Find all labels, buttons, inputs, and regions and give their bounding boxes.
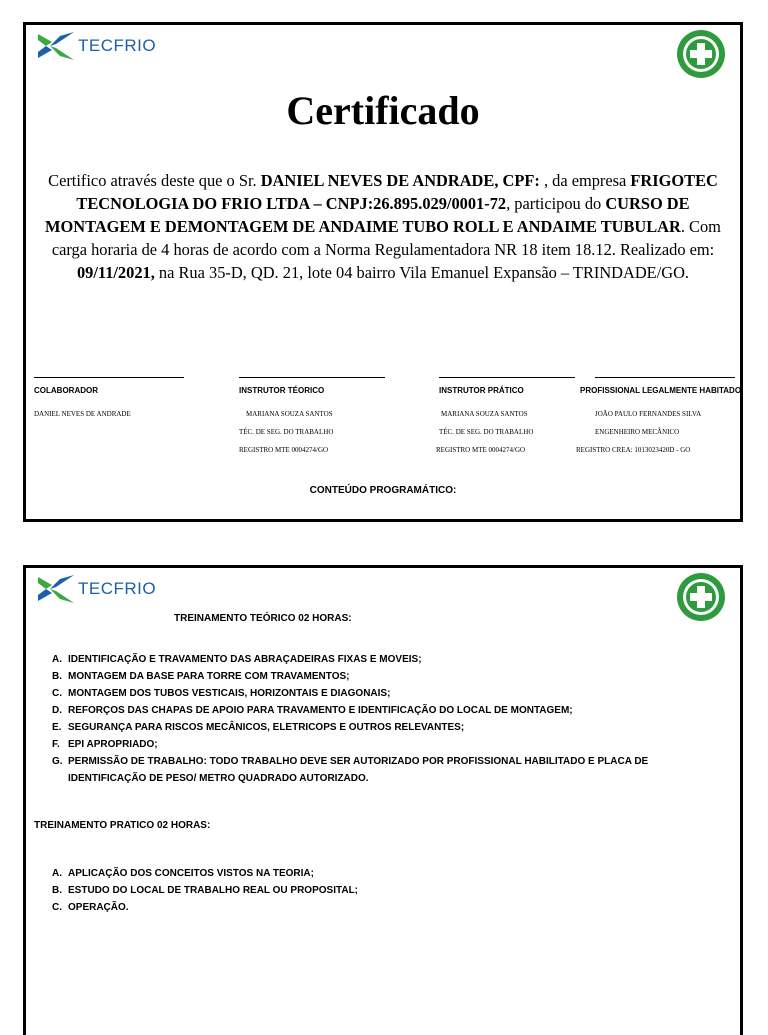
signature-profissional: PROFISSIONAL LEGALMENTE HABITADO JOÃO PAULO FERNANDES SILVA ENGENHEIRO MECÂNICO REGISTRO CREA: 1013023420D - GO <box>595 377 735 459</box>
list-item: E. SEGURANÇA PARA RISCOS MECÂNICOS, ELETRICOPS E OUTROS RELEVANTES; <box>52 722 465 733</box>
list-item: D. REFORÇOS DAS CHAPAS DE APOIO PARA TRAVAMENTO E IDENTIFICAÇÃO DO LOCAL DE MONTAGEM; <box>52 705 573 716</box>
certificate-title: Certificado <box>286 88 480 133</box>
list-item: A. APLICAÇÃO DOS CONCEITOS VISTOS NA TEORIA; <box>52 868 314 879</box>
signature-line <box>439 377 575 378</box>
signature-block <box>34 377 742 467</box>
company-name: FRIGOTEC TECNOLOGIA DO FRIO LTDA – CNPJ:26.895.029/0001-72 <box>76 171 718 213</box>
signature-colaborador: COLABORADOR DANIEL NEVES DE ANDRADE <box>34 377 184 423</box>
signature-line <box>239 377 385 378</box>
list-item: G. PERMISSÃO DE TRABALHO: TODO TRABALHO DEVE SER AUTORIZADO POR PROFISSIONAL HABILITADO E PLACA DE IDENTIFICAÇÃO DE PESO/ METRO QUADRADO AUTORIZADO. <box>52 756 649 784</box>
theory-list <box>36 651 716 787</box>
list-item: C. MONTAGEM DOS TUBOS VESTICAIS, HORIZONTAIS E DIAGONAIS; <box>52 688 391 699</box>
signature-line <box>34 377 184 378</box>
tecfrio-logo <box>36 30 156 62</box>
course-name: CURSO DE MONTAGEM E DEMONTAGEM DE ANDAIME TUBO ROLL E ANDAIME TUBULAR <box>45 194 690 236</box>
program-page <box>23 565 743 1035</box>
safety-cross-seal-icon <box>676 572 726 622</box>
list-item: B. MONTAGEM DA BASE PARA TORRE COM TRAVAMENTOS; <box>52 671 350 682</box>
signature-line <box>595 377 735 378</box>
theory-heading: TREINAMENTO TEÓRICO 02 HORAS: <box>174 613 352 624</box>
brand-name: TECFRIO <box>78 579 157 598</box>
course-date: 09/11/2021, <box>76 263 155 282</box>
list-item: C. OPERAÇÃO. <box>52 902 129 913</box>
list-item: B. ESTUDO DO LOCAL DE TRABALHO REAL OU PROPOSITAL; <box>52 885 359 896</box>
practice-list <box>36 865 716 916</box>
certificate-statement: Certifico através deste que o Sr. DANIEL NEVES DE ANDRADE, CPF: , da empresa FRIGOTEC TECNOLOGIA DO FRIO LTDA – CNPJ:26.895.029/0001-72, participou do CURSO DE MONTAGEM E DEMONTAGEM DE ANDAIME TUBO ROLL E ANDAIME TUBULAR. Com carga horaria de 4 horas de acordo com a Norma Regulamentadora NR 18 item 18.12. Realizado em: 09/11/2021, na Rua 35-D, QD. 21, lote 04 bairro Vila Emanuel Expansão – TRINDADE/GO. <box>45 171 721 282</box>
signature-instrutor-pratico: INSTRUTOR PRÁTICO MARIANA SOUZA SANTOS TÉC. DE SEG. DO TRABALHO REGISTRO MTE 0004274/GO <box>439 377 575 459</box>
practice-heading: TREINAMENTO PRATICO 02 HORAS: <box>34 820 211 831</box>
certificate-page <box>23 22 743 522</box>
list-item: F. EPI APROPRIADO; <box>52 739 158 750</box>
brand-name: TECFRIO <box>78 36 157 55</box>
safety-cross-seal-icon <box>676 29 726 79</box>
signature-instrutor-teorico: INSTRUTOR TÉORICO MARIANA SOUZA SANTOS TÉC. DE SEG. DO TRABALHO REGISTRO MTE 0004274/GO <box>239 377 385 459</box>
participant-name: DANIEL NEVES DE ANDRADE, CPF: <box>260 171 544 190</box>
list-item: A. IDENTIFICAÇÃO E TRAVAMENTO DAS ABRAÇADEIRAS FIXAS E MOVEIS; <box>52 654 422 665</box>
content-heading: CONTEÚDO PROGRAMÁTICO: <box>309 485 457 496</box>
tecfrio-logo <box>36 573 156 605</box>
tecfrio-logo-icon <box>36 30 76 62</box>
tecfrio-logo-icon <box>36 573 76 605</box>
